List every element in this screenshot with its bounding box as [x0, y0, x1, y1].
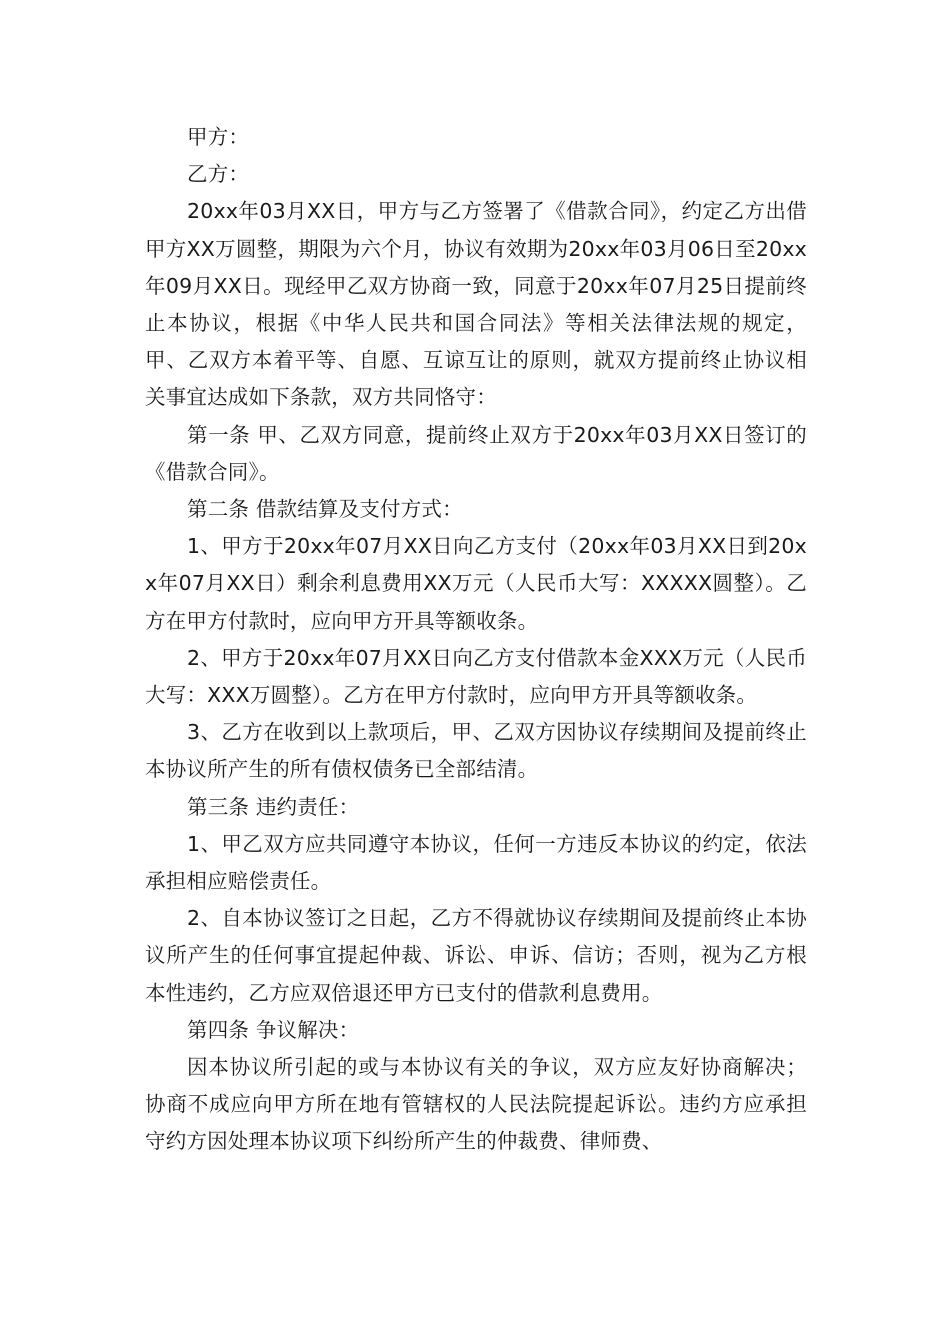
article-2-item-1: 1、甲方于20xx年07月XX日向乙方支付（20xx年03月XX日到20xx年07月XX日）剩余利息费用XX万元（人民币大写：XXXXX圆整）。乙方在甲方付款时，应向甲方开具等额收条。 — [145, 534, 807, 633]
preamble-paragraph: 20xx年03月XX日，甲方与乙方签署了《借款合同》，约定乙方出借甲方XX万圆整，期限为六个月，协议有效期为20xx年03月06日至20xx年09月XX日。现经甲乙双方协商一致，同意于20xx年07月25日提前终止本协议，根据《中华人民共和国合同法》等相关法律法规的规定，甲、乙双方本着平等、自愿、互谅互让的原则，就双方提前终止协议相关事宜达成如下条款，双方共同恪守： — [145, 199, 807, 410]
party-b-label: 乙方： — [187, 162, 250, 187]
article-4-heading: 第四条 争议解决： — [187, 1017, 360, 1042]
party-a-label: 甲方： — [187, 125, 250, 149]
article-3-heading: 第三条 违约责任： — [187, 794, 360, 819]
article-2-heading: 第二条 借款结算及支付方式： — [187, 497, 463, 522]
article-4-body: 因本协议所引起的或与本协议有关的争议，双方应友好协商解决；协商不成应向甲方所在地有管辖权的人民法院提起诉讼。违约方应承担守约方因处理本协议项下纠纷所产生的仲裁费、律师费、 — [145, 1055, 807, 1154]
article-3-item-1: 1、甲乙双方应共同遵守本协议，任何一方违反本协议的约定，依法承担相应赔偿责任。 — [145, 831, 807, 894]
document-body — [145, 119, 807, 1161]
article-1: 第一条 甲、乙双方同意，提前终止双方于20xx年03月XX日签订的《借款合同》。 — [145, 422, 807, 484]
article-2-item-3: 3、乙方在收到以上款项后，甲、乙双方因协议存续期间及提前终止本协议所产生的所有债权债务已全部结清。 — [145, 720, 807, 782]
article-2-item-2: 2、甲方于20xx年07月XX日向乙方支付借款本金XXX万元（人民币大写：XXX万圆整）。乙方在甲方付款时，应向甲方开具等额收条。 — [145, 645, 807, 708]
article-3-item-2: 2、自本协议签订之日起，乙方不得就协议存续期间及提前终止本协议所产生的任何事宜提起仲裁、诉讼、申诉、信访；否则，视为乙方根本性违约，乙方应双倍退还甲方已支付的借款利息费用。 — [145, 906, 807, 1005]
